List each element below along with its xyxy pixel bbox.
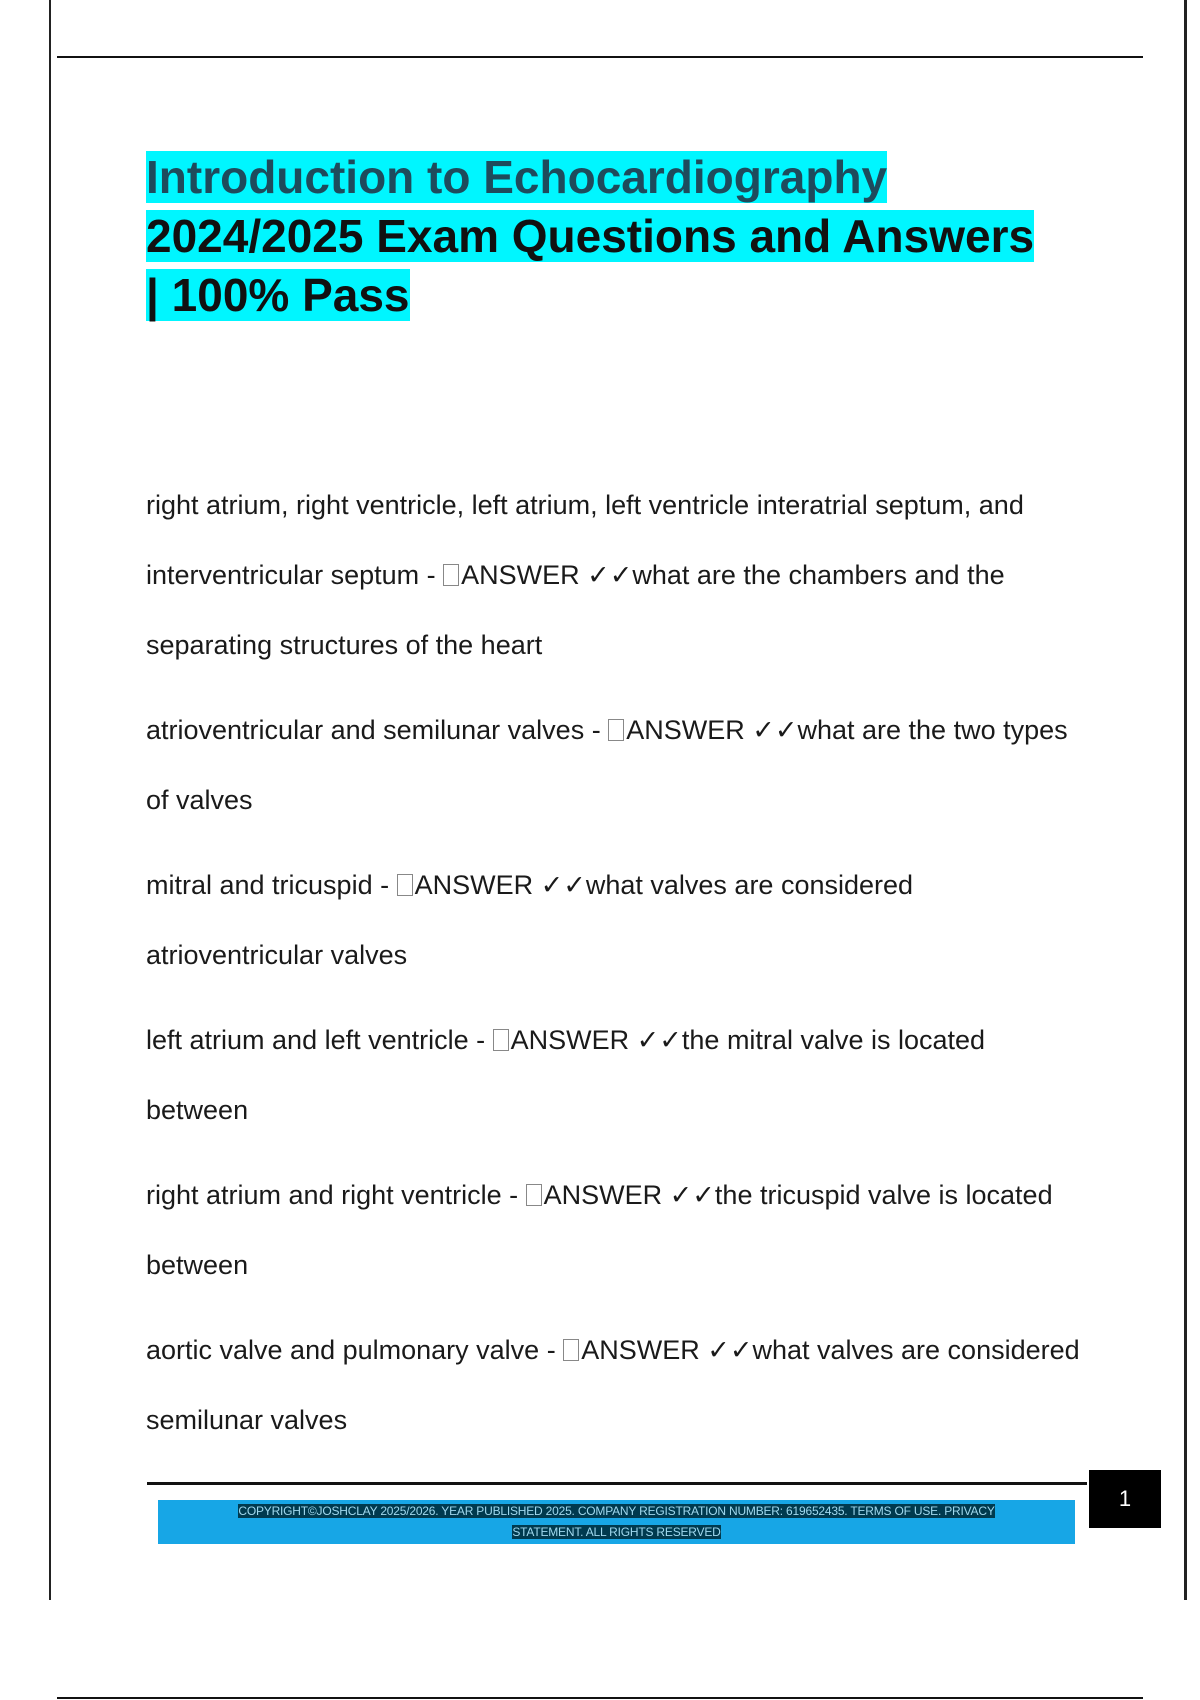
qa-item <box>146 850 1086 990</box>
qa-question: what are the chambers and the separating structures of the heart <box>146 560 1005 660</box>
qa-answer-marker: ANSWER ✓✓ <box>461 560 633 590</box>
missing-glyph-icon <box>493 1029 509 1051</box>
qa-answer-marker: ANSWER ✓✓ <box>414 870 586 900</box>
copyright-line-1: COPYRIGHT©JOSHCLAY 2025/2026. YEAR PUBLISHED 2025. COMPANY REGISTRATION NUMBER: 619652435. TERMS OF USE. PRIVACY <box>238 1504 995 1518</box>
page-number: 1 <box>1089 1470 1161 1528</box>
qa-question: the mitral valve is located between <box>146 1025 986 1125</box>
qa-answer: right atrium, right ventricle, left atrium, left ventricle interatrial septum, and interventricular septum - <box>146 490 1024 590</box>
title-line-2: 2024/2025 Exam Questions and Answers <box>146 210 1035 262</box>
qa-answer: mitral and tricuspid - <box>146 870 397 900</box>
copyright-notice <box>177 1501 1057 1543</box>
qa-answer-marker: ANSWER ✓✓ <box>510 1025 682 1055</box>
qa-answer: atrioventricular and semilunar valves - <box>146 715 609 745</box>
missing-glyph-icon <box>443 564 459 586</box>
qa-answer-marker: ANSWER ✓✓ <box>543 1180 715 1210</box>
page-right-border <box>1184 0 1187 1600</box>
qa-item <box>146 1315 1086 1455</box>
qa-question: what valves are considered atrioventricular valves <box>146 870 914 970</box>
qa-item <box>146 470 1086 680</box>
qa-item <box>146 1160 1086 1300</box>
copyright-band <box>158 1500 1075 1544</box>
qa-answer-marker: ANSWER ✓✓ <box>581 1335 753 1365</box>
qa-question: the tricuspid valve is located between <box>146 1180 1053 1280</box>
missing-glyph-icon <box>608 719 624 741</box>
qa-question: what valves are considered semilunar valves <box>146 1335 1080 1435</box>
missing-glyph-icon <box>526 1184 542 1206</box>
page-left-border <box>49 0 51 1600</box>
page-bottom-rule <box>57 1697 1143 1699</box>
missing-glyph-icon <box>563 1339 579 1361</box>
copyright-line-2: STATEMENT. ALL RIGHTS RESERVED <box>512 1525 721 1539</box>
qa-list <box>146 470 1086 1470</box>
qa-item <box>146 1005 1086 1145</box>
title-line-3: | 100% Pass <box>146 269 410 321</box>
missing-glyph-icon <box>397 874 413 896</box>
qa-item <box>146 695 1086 835</box>
footer-rule <box>147 1482 1087 1485</box>
qa-answer-marker: ANSWER ✓✓ <box>626 715 798 745</box>
title-line-1: Introduction to Echocardiography <box>146 151 888 203</box>
document-title <box>146 148 1106 325</box>
qa-question: what are the two types of valves <box>146 715 1068 815</box>
qa-answer: right atrium and right ventricle - <box>146 1180 526 1210</box>
header-rule <box>57 56 1143 58</box>
qa-answer: aortic valve and pulmonary valve - <box>146 1335 564 1365</box>
qa-answer: left atrium and left ventricle - <box>146 1025 493 1055</box>
